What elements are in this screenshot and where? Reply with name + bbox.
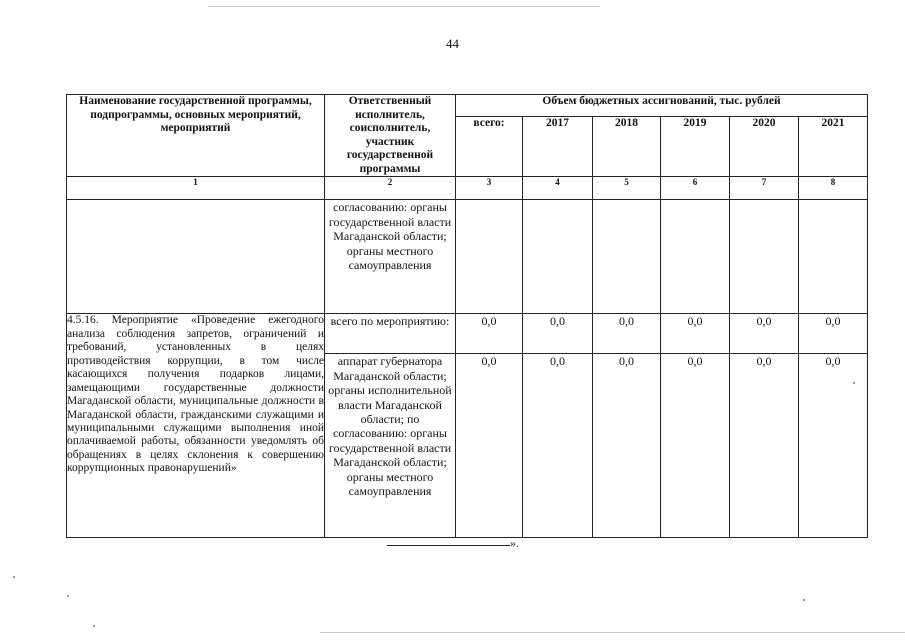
value-2017: 0,0: [523, 354, 593, 538]
scan-speck: [93, 625, 95, 627]
column-number: 2: [325, 177, 456, 200]
scan-artifact-line: [208, 6, 600, 7]
value-2021: 0,0: [799, 354, 868, 538]
header-year-2017: 2017: [523, 117, 593, 177]
column-number: 1: [67, 177, 325, 200]
column-number: 4: [523, 177, 593, 200]
closing-quote-mark: ».: [510, 536, 519, 550]
measure-name-cell: 4.5.16. Мероприятие «Проведение ежегодного анализа соблюдения запретов, ограничений и требований, установленных в целях противодействия коррупции, в том числе касающихся получения подарков лицами, замещающими государственные должности Магаданской области, муниципальные должности в Магаданской области, гражданскими служащими и муниципальными служащими выполнения иной оплачиваемой работы, обязанности уведомлять об обращениях в целях склонения к совершению коррупционных правонарушений»: [67, 314, 325, 538]
table-row-measure-total: [67, 314, 868, 354]
page-number: 44: [446, 36, 459, 51]
value-total: 0,0: [456, 314, 523, 354]
value-total: 0,0: [456, 354, 523, 538]
scan-speck: [13, 576, 15, 578]
header-year-2020: 2020: [730, 117, 799, 177]
value-2018: 0,0: [593, 314, 661, 354]
scan-artifact-line: [320, 632, 905, 633]
column-number: 5: [593, 177, 661, 200]
responsible-cell: всего по мероприятию:: [325, 314, 456, 354]
header-budget-group: Объем бюджетных ассигнований, тыс. рублей: [456, 95, 868, 117]
column-number-row: [67, 177, 868, 200]
header-name-column: Наименование государственной программы, подпрограммы, основных мероприятий, мероприятий: [67, 95, 325, 177]
empty-value-cell: [661, 200, 730, 314]
budget-table: [66, 94, 868, 538]
value-2019: 0,0: [661, 314, 730, 354]
value-2020: 0,0: [730, 354, 799, 538]
header-year-2019: 2019: [661, 117, 730, 177]
column-number: 7: [730, 177, 799, 200]
header-year-2021: 2021: [799, 117, 868, 177]
empty-value-cell: [456, 200, 523, 314]
empty-name-cell: [67, 200, 325, 314]
value-2020: 0,0: [730, 314, 799, 354]
column-number: 8: [799, 177, 868, 200]
column-number: 6: [661, 177, 730, 200]
column-number: 3: [456, 177, 523, 200]
header-total: всего:: [456, 117, 523, 177]
value-2018: 0,0: [593, 354, 661, 538]
value-2019: 0,0: [661, 354, 730, 538]
empty-value-cell: [523, 200, 593, 314]
empty-value-cell: [593, 200, 661, 314]
closing-rule: [387, 545, 510, 546]
value-2021: 0,0: [799, 314, 868, 354]
value-2017: 0,0: [523, 314, 593, 354]
header-year-2018: 2018: [593, 117, 661, 177]
table-row-continued: [67, 200, 868, 314]
scan-speck: [853, 382, 855, 384]
responsible-cell: согласованию: органы государственной власти Магаданской области; органы местного самоуправления: [325, 200, 456, 314]
header-responsible-column: Ответственный исполнитель, соисполнитель, участник государственной программы: [325, 95, 456, 177]
scan-speck: [67, 595, 69, 597]
scan-speck: [803, 599, 805, 601]
empty-value-cell: [730, 200, 799, 314]
empty-value-cell: [799, 200, 868, 314]
responsible-cell: аппарат губернатора Магаданской области; органы исполнительной власти Магаданской области; по согласованию: органы государственной власти Магаданской области; органы местного самоуправления: [325, 354, 456, 538]
header-row-top: [67, 95, 868, 117]
